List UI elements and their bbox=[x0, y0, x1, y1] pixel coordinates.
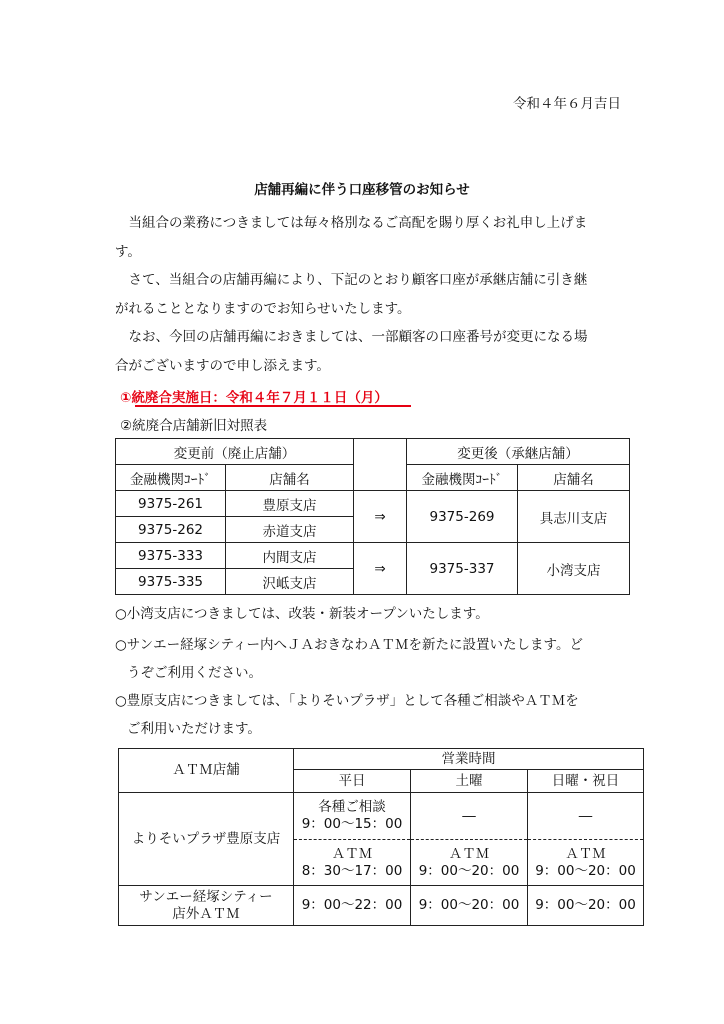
note-kowan-renovation bbox=[115, 600, 489, 628]
branch-comparison-table bbox=[115, 438, 630, 595]
table-row bbox=[116, 543, 630, 569]
note-line: ○サンエー経塚シティー内へＪＡおきなわＡＴＭを新たに設置いたします。ど bbox=[115, 637, 583, 653]
hours-cell: ＡＴＭ 8：30～17：00 bbox=[294, 840, 411, 886]
before-header: 変更前（廃止店舗） bbox=[116, 439, 354, 465]
paragraph-line: 当組合の業務につきましては毎々格別なるご高配を賜り厚くお礼申し上げま bbox=[115, 215, 588, 231]
old-branch: 内間支店 bbox=[226, 543, 354, 569]
merger-date-item bbox=[120, 386, 388, 406]
hours-cell: ＡＴＭ 9：00～20：00 bbox=[411, 840, 528, 886]
paragraph-line: す。 bbox=[115, 243, 141, 260]
old-branch: 赤道支店 bbox=[226, 517, 354, 543]
note-new-atm bbox=[115, 631, 583, 687]
note-line: うぞご利用ください。 bbox=[127, 665, 262, 681]
old-code: 9375-261 bbox=[116, 491, 226, 517]
item-marker: ① bbox=[120, 390, 132, 406]
note-line: ご利用いただけます。 bbox=[127, 721, 261, 737]
col-code-before: 金融機関ｺｰﾄﾞ bbox=[116, 465, 226, 491]
intro-paragraph bbox=[115, 209, 635, 266]
merger-date-underline bbox=[135, 405, 411, 407]
new-code: 9375-337 bbox=[407, 543, 518, 595]
hours-cell: 各種ご相談 9：00～15：00 bbox=[294, 793, 411, 840]
atm-hours-table bbox=[118, 748, 644, 926]
paragraph-line: 合がございますので申し添えます。 bbox=[115, 357, 330, 374]
col-atm-branch: ＡＴＭ店舗 bbox=[119, 749, 294, 793]
old-branch: 豊原支店 bbox=[226, 491, 354, 517]
hours-cell: 9：00～20：00 bbox=[528, 886, 644, 926]
table-row bbox=[116, 491, 630, 517]
col-branch-after: 店舗名 bbox=[518, 465, 630, 491]
new-branch: 小湾支店 bbox=[518, 543, 630, 595]
col-branch-before: 店舗名 bbox=[226, 465, 354, 491]
arrow-icon: ⇒ bbox=[354, 543, 407, 595]
new-branch: 具志川支店 bbox=[518, 491, 630, 543]
arrow-header-cell bbox=[354, 439, 407, 491]
after-header: 変更後（承継店舗） bbox=[407, 439, 630, 465]
hours-cell: 9：00～20：00 bbox=[411, 886, 528, 926]
col-saturday: 土曜 bbox=[411, 770, 528, 793]
old-code: 9375-333 bbox=[116, 543, 226, 569]
comparison-table-caption: ②統廃合店舗新旧対照表 bbox=[120, 418, 268, 434]
paragraph-line: がれることとなりますのでお知らせいたします。 bbox=[115, 300, 411, 317]
note-yorisoi-plaza bbox=[115, 687, 579, 743]
notice-title: 店舗再編に伴う口座移管のお知らせ bbox=[254, 182, 470, 198]
paragraph-line: さて、当組合の店舗再編により、下記のとおり顧客口座が承継店舗に引き継 bbox=[115, 272, 588, 288]
note-line: ○豊原支店につきましては、「よりそいプラザ」として各種ご相談やＡＴＭを bbox=[115, 693, 579, 709]
branch-name: サンエー経塚シティー 店外ＡＴＭ bbox=[119, 886, 294, 926]
new-code: 9375-269 bbox=[407, 491, 518, 543]
issue-date: 令和４年６月吉日 bbox=[513, 96, 621, 112]
arrow-icon: ⇒ bbox=[354, 491, 407, 543]
hours-cell: ― bbox=[411, 793, 528, 840]
table-row bbox=[119, 886, 644, 926]
col-weekday: 平日 bbox=[294, 770, 411, 793]
merger-date-text: 統廃合実施日：令和４年７月１１日（月） bbox=[131, 390, 388, 406]
hours-cell: 9：00～22：00 bbox=[294, 886, 411, 926]
old-code: 9375-262 bbox=[116, 517, 226, 543]
reorganization-paragraph bbox=[115, 266, 635, 323]
col-code-after: 金融機関ｺｰﾄﾞ bbox=[407, 465, 518, 491]
old-branch: 沢岻支店 bbox=[226, 569, 354, 595]
old-code: 9375-335 bbox=[116, 569, 226, 595]
col-sunday-holiday: 日曜・祝日 bbox=[528, 770, 644, 793]
col-business-hours: 営業時間 bbox=[294, 749, 644, 770]
branch-name: よりそいプラザ豊原支店 bbox=[119, 793, 294, 886]
account-number-paragraph bbox=[115, 323, 635, 380]
paragraph-line: なお、今回の店舗再編におきましては、一部顧客の口座番号が変更になる場 bbox=[115, 329, 588, 345]
hours-cell: ― bbox=[528, 793, 644, 840]
table-row bbox=[119, 793, 644, 840]
note-line: ○小湾支店につきましては、改装・新装オープンいたします。 bbox=[115, 606, 489, 622]
hours-cell: ＡＴＭ 9：00～20：00 bbox=[528, 840, 644, 886]
